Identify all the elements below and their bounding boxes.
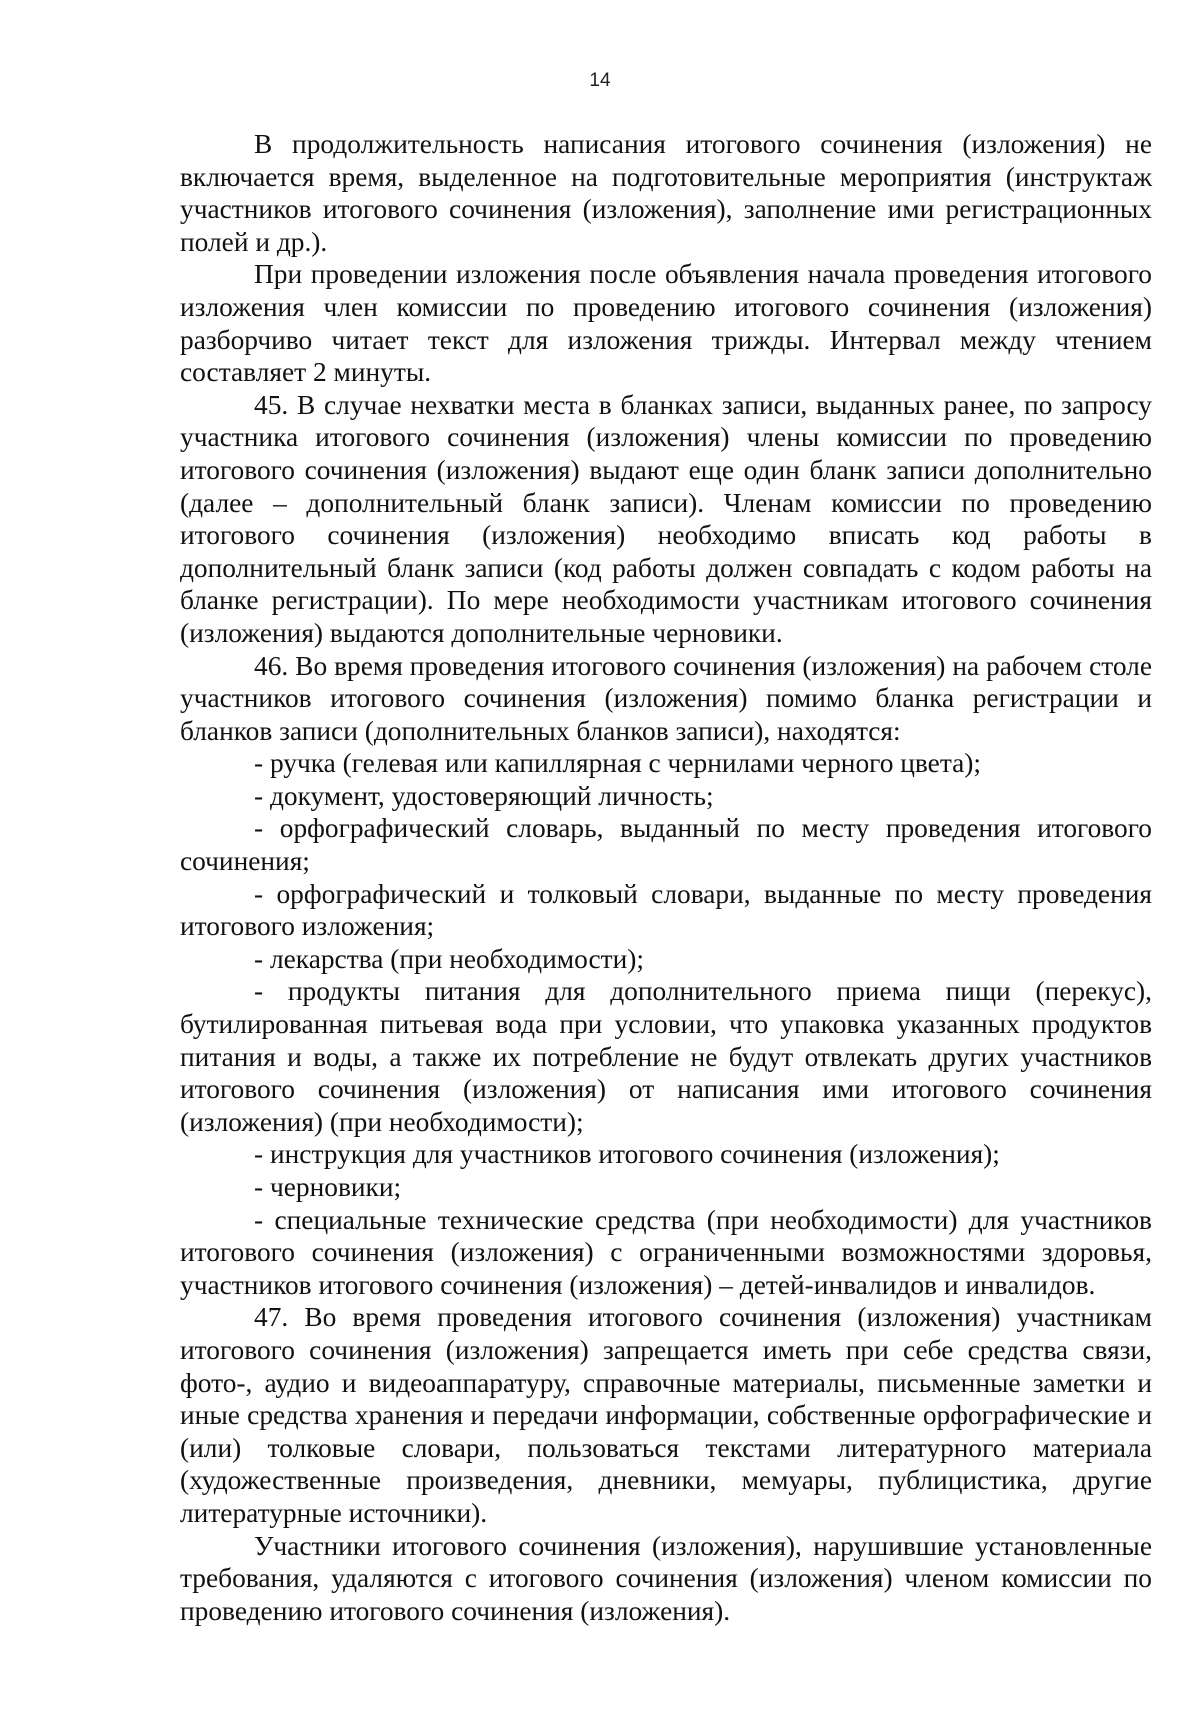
list-item-id-document: - документ, удостоверяющий личность; — [254, 780, 714, 811]
paragraph-removal: Участники итогового сочинения (изложения), нарушившие установленные требования, удаляются с итогового сочинения (изложения) членом комиссии по проведению итогового сочинения (изложения). — [180, 1530, 1152, 1626]
paragraph-reading-text: При проведении изложения после объявления начала проведения итогового изложения член комиссии по проведению итогового сочинения (изложения) разборчиво читает текст для изложения трижды. Интервал между чтением составляет 2 минуты. — [180, 259, 1152, 388]
list-item-instruction: - инструкция для участников итогового сочинения (изложения); — [254, 1139, 1000, 1170]
list-item-food-water: - продукты питания для дополнительного приема пищи (перекус), бутилированная питьевая вода при условии, что упаковка указанных продуктов питания и воды, а также их потребление не будут отвлекать других участников итогового сочинения (изложения) от написания ими итогового сочинения (изложения) (при необходимости); — [180, 976, 1152, 1137]
page-number: 14 — [589, 70, 611, 91]
paragraph-item-46: 46. Во время проведения итогового сочинения (изложения) на рабочем столе участников итогового сочинения (изложения) помимо бланка регистрации и бланков записи (дополнительных бланков записи), находятся: — [180, 650, 1152, 746]
document-body — [180, 128, 1152, 1627]
list-item-pen: - ручка (гелевая или капиллярная с чернилами черного цвета); — [254, 748, 982, 779]
list-item-medicine: - лекарства (при необходимости); — [254, 943, 645, 974]
paragraph-exam-duration: В продолжительность написания итогового сочинения (изложения) не включается время, выделенное на подготовительные мероприятия (инструктаж участников итогового сочинения (изложения), заполнение ими регистрационных полей и др.). — [180, 129, 1152, 257]
paragraph-item-47: 47. Во время проведения итогового сочинения (изложения) участникам итогового сочинения (изложения) запрещается иметь при себе средства связи, фото-, аудио и видеоаппаратуру, справочные материалы, письменные заметки и иные средства хранения и передачи информации, собственные орфографические и (или) толковые словари, пользоваться текстами литературного материала (художественные произведения, дневники, мемуары, публицистика, другие литературные источники). — [180, 1302, 1152, 1528]
paragraph-item-45: 45. В случае нехватки места в бланках записи, выданных ранее, по запросу участника итогового сочинения (изложения) члены комиссии по проведению итогового сочинения (изложения) выдают еще один бланк записи дополнительно (далее – дополнительный бланк записи). Членам комиссии по проведению итогового сочинения (изложения) необходимо вписать код работы в дополнительный бланк записи (код работы должен совпадать с кодом работы на бланке регистрации). По мере необходимости участникам итогового сочинения (изложения) выдаются дополнительные черновики. — [180, 389, 1152, 648]
list-item-dictionaries-exposition: - орфографический и толковый словари, выданные по месту проведения итогового изложения; — [180, 878, 1152, 942]
list-item-spelling-dictionary: - орфографический словарь, выданный по месту проведения итогового сочинения; — [180, 813, 1152, 877]
list-item-drafts: - черновики; — [254, 1172, 402, 1202]
list-item-special-equipment: - специальные технические средства (при необходимости) для участников итогового сочинения (изложения) с ограниченными возможностями здоровья, участников итогового сочинения (изложения) – детей-инвалидов и инвалидов. — [180, 1204, 1152, 1300]
